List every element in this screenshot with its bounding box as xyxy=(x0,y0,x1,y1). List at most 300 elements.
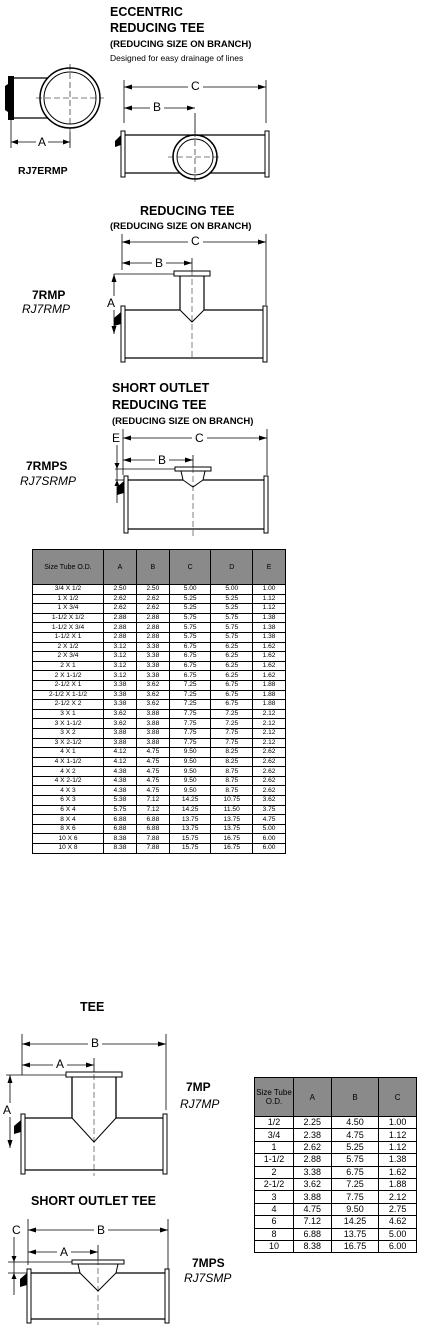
table-cell: 1.38 xyxy=(253,632,286,642)
table-row xyxy=(255,1203,417,1215)
table-row xyxy=(33,604,286,614)
table-header-row xyxy=(255,1078,417,1117)
table-cell: 5.25 xyxy=(331,1141,379,1153)
table-cell: 5.75 xyxy=(104,805,137,815)
table-cell: 2 X 1/2 xyxy=(33,642,104,652)
table-cell: 5.75 xyxy=(169,632,211,642)
table-cell: 8.25 xyxy=(211,757,253,767)
table-row xyxy=(33,748,286,758)
table-cell: 3.12 xyxy=(104,652,137,662)
table-cell: 6.00 xyxy=(253,844,286,854)
short-reducing-dimension-b-label: B xyxy=(155,453,169,467)
table-cell: 7.75 xyxy=(211,738,253,748)
header-b: B xyxy=(331,1078,379,1117)
table-cell: 4.75 xyxy=(136,786,169,796)
table-cell: 3.88 xyxy=(136,709,169,719)
table-cell: 5.75 xyxy=(211,613,253,623)
table-cell: 1.38 xyxy=(253,613,286,623)
table-cell: 4 X 1-1/2 xyxy=(33,757,104,767)
table-cell: 15.75 xyxy=(169,844,211,854)
table-cell: 1.62 xyxy=(253,642,286,652)
table-cell: 11.50 xyxy=(211,805,253,815)
table-cell: 4.75 xyxy=(253,815,286,825)
table-row xyxy=(33,632,286,642)
short-tee-dimension-c-label: C xyxy=(12,1223,21,1237)
tee-dimension-a-vertical-label: A xyxy=(3,1103,12,1117)
header-size: Size Tube O.D. xyxy=(255,1078,294,1117)
table-cell: 2.38 xyxy=(294,1129,332,1141)
table-cell: 7.75 xyxy=(169,709,211,719)
table-cell: 4.75 xyxy=(294,1203,332,1215)
table-cell: 3.62 xyxy=(136,680,169,690)
table-cell: 3.62 xyxy=(294,1178,332,1190)
table-cell: 7.75 xyxy=(169,738,211,748)
table-row xyxy=(33,594,286,604)
table-cell: 1.12 xyxy=(379,1141,417,1153)
table-cell: 10.75 xyxy=(211,796,253,806)
table-cell: 5.00 xyxy=(211,585,253,595)
reducing-dimension-c-label: C xyxy=(188,234,203,248)
table-cell: 3.75 xyxy=(253,805,286,815)
table-cell: 5.38 xyxy=(104,796,137,806)
reducing-title: REDUCING TEE xyxy=(140,204,235,218)
table-cell: 4.38 xyxy=(104,786,137,796)
table-cell: 2.62 xyxy=(253,786,286,796)
table-cell: 10 xyxy=(255,1240,294,1252)
short-tee-dimension-b-label: B xyxy=(94,1223,108,1237)
table-row xyxy=(33,709,286,719)
table-cell: 4 xyxy=(255,1203,294,1215)
table-row xyxy=(33,690,286,700)
table-cell: 3.38 xyxy=(104,680,137,690)
table-cell: 9.50 xyxy=(331,1203,379,1215)
table-cell: 3.12 xyxy=(104,671,137,681)
table-cell: 7.25 xyxy=(169,700,211,710)
table-cell: 3 xyxy=(255,1191,294,1203)
short-reducing-part-code: 7RMPS xyxy=(26,459,68,473)
short-reducing-dimension-c-label: C xyxy=(192,431,207,445)
header-c: C xyxy=(379,1078,417,1117)
table-cell: 14.25 xyxy=(331,1216,379,1228)
table-cell: 4 X 2-1/2 xyxy=(33,776,104,786)
table-cell: 5.00 xyxy=(253,824,286,834)
table-cell: 4.62 xyxy=(379,1216,417,1228)
table-cell: 16.75 xyxy=(211,844,253,854)
table-cell: 9.50 xyxy=(169,757,211,767)
table-cell: 4.75 xyxy=(136,776,169,786)
tee-dimensions-table xyxy=(254,1077,417,1253)
eccentric-side-view-drawing xyxy=(0,60,110,165)
table-cell: 1 X 1/2 xyxy=(33,594,104,604)
table-cell: 5.00 xyxy=(379,1228,417,1240)
header-d: D xyxy=(211,550,253,585)
table-cell: 7.25 xyxy=(331,1178,379,1190)
table-cell: 13.75 xyxy=(211,824,253,834)
table-row xyxy=(255,1191,417,1203)
tee-title: TEE xyxy=(80,1000,105,1014)
short-tee-drawing xyxy=(0,1215,185,1327)
table-cell: 5.25 xyxy=(169,594,211,604)
table-cell: 15.75 xyxy=(169,834,211,844)
table-cell: 7.12 xyxy=(136,796,169,806)
table-cell: 1.88 xyxy=(253,680,286,690)
tee-drawing xyxy=(0,1030,180,1180)
table-cell: 1.62 xyxy=(253,661,286,671)
table-cell: 13.75 xyxy=(331,1228,379,1240)
table-cell: 3.38 xyxy=(294,1166,332,1178)
table-row xyxy=(33,738,286,748)
table-cell: 1/2 xyxy=(255,1117,294,1129)
table-row xyxy=(33,652,286,662)
table-row xyxy=(33,719,286,729)
tee-dimension-b-label: B xyxy=(88,1036,102,1050)
table-cell: 2.25 xyxy=(294,1117,332,1129)
table-cell: 5.75 xyxy=(169,613,211,623)
table-cell: 9.50 xyxy=(169,776,211,786)
table-cell: 2.88 xyxy=(104,613,137,623)
table-cell: 14.25 xyxy=(169,796,211,806)
table-cell: 9.50 xyxy=(169,767,211,777)
table-cell: 6.88 xyxy=(136,815,169,825)
table-cell: 3/4 X 1/2 xyxy=(33,585,104,595)
table-cell: 3.38 xyxy=(136,671,169,681)
table-cell: 5.75 xyxy=(211,623,253,633)
short-reducing-title-line1: SHORT OUTLET xyxy=(112,381,210,395)
table-cell: 1.38 xyxy=(379,1154,417,1166)
table-cell: 6.75 xyxy=(169,661,211,671)
table-cell: 6.25 xyxy=(211,671,253,681)
table-cell: 6.88 xyxy=(294,1228,332,1240)
table-row xyxy=(255,1178,417,1190)
table-cell: 8.38 xyxy=(294,1240,332,1252)
header-a: A xyxy=(104,550,137,585)
table-cell: 10 X 6 xyxy=(33,834,104,844)
table-cell: 7.88 xyxy=(136,834,169,844)
table-cell: 3.38 xyxy=(104,700,137,710)
table-cell: 4 X 3 xyxy=(33,786,104,796)
table-row xyxy=(255,1166,417,1178)
table-cell: 2.88 xyxy=(136,623,169,633)
table-cell: 8.38 xyxy=(104,834,137,844)
table-cell: 6.75 xyxy=(211,700,253,710)
table-cell: 5.25 xyxy=(169,604,211,614)
table-row xyxy=(255,1154,417,1166)
table-cell: 2.50 xyxy=(136,585,169,595)
table-cell: 6 xyxy=(255,1216,294,1228)
table-cell: 10 X 8 xyxy=(33,844,104,854)
table-row xyxy=(33,642,286,652)
table-cell: 2 X 3/4 xyxy=(33,652,104,662)
reducing-part-code: 7RMP xyxy=(32,288,66,302)
table-cell: 7.12 xyxy=(294,1216,332,1228)
table-row xyxy=(33,680,286,690)
table-cell: 4 X 1 xyxy=(33,748,104,758)
table-cell: 4 X 2 xyxy=(33,767,104,777)
table-cell: 13.75 xyxy=(169,815,211,825)
table-cell: 3.38 xyxy=(136,642,169,652)
reducing-subtitle: (REDUCING SIZE ON BRANCH) xyxy=(110,221,252,232)
table-cell: 2.12 xyxy=(253,738,286,748)
table-cell: 2.62 xyxy=(253,767,286,777)
table-cell: 6.75 xyxy=(169,671,211,681)
table-row xyxy=(33,805,286,815)
header-size: Size Tube O.D. xyxy=(33,550,104,585)
table-row xyxy=(255,1228,417,1240)
table-cell: 2 xyxy=(255,1166,294,1178)
table-cell: 1.00 xyxy=(379,1117,417,1129)
table-cell: 3.88 xyxy=(136,719,169,729)
table-cell: 2.88 xyxy=(104,632,137,642)
short-tee-title: SHORT OUTLET TEE xyxy=(31,1194,156,1208)
short-tee-dimension-a-label: A xyxy=(57,1245,71,1259)
table-row xyxy=(33,757,286,767)
table-cell: 2-1/2 X 1-1/2 xyxy=(33,690,104,700)
table-cell: 7.88 xyxy=(136,844,169,854)
table-cell: 1.38 xyxy=(253,623,286,633)
table-row xyxy=(33,824,286,834)
table-cell: 2.50 xyxy=(104,585,137,595)
table-cell: 4.38 xyxy=(104,776,137,786)
table-cell: 2.62 xyxy=(253,757,286,767)
table-cell: 1.12 xyxy=(379,1129,417,1141)
table-row xyxy=(33,834,286,844)
table-row xyxy=(33,661,286,671)
table-cell: 2 X 1-1/2 xyxy=(33,671,104,681)
short-reducing-dimension-e-label: E xyxy=(112,431,121,445)
table-row xyxy=(255,1216,417,1228)
table-cell: 7.25 xyxy=(211,709,253,719)
table-cell: 3.88 xyxy=(136,738,169,748)
table-row xyxy=(255,1141,417,1153)
tee-part-alt-code: RJ7MP xyxy=(180,1097,220,1111)
table-cell: 6.75 xyxy=(331,1166,379,1178)
table-cell: 2.12 xyxy=(379,1191,417,1203)
table-cell: 2.88 xyxy=(136,632,169,642)
table-cell: 2.12 xyxy=(253,728,286,738)
table-cell: 8.25 xyxy=(211,748,253,758)
table-cell: 3.62 xyxy=(136,700,169,710)
table-cell: 3 X 2-1/2 xyxy=(33,738,104,748)
table-cell: 2.75 xyxy=(379,1203,417,1215)
eccentric-title-line1: ECCENTRIC xyxy=(110,5,183,19)
table-cell: 7.75 xyxy=(331,1191,379,1203)
table-row xyxy=(33,815,286,825)
table-cell: 2-1/2 xyxy=(255,1178,294,1190)
table-cell: 8 X 6 xyxy=(33,824,104,834)
table-cell: 3.38 xyxy=(136,661,169,671)
eccentric-note: Designed for easy drainage of lines xyxy=(110,53,244,63)
table-cell: 4.38 xyxy=(104,767,137,777)
table-row xyxy=(255,1117,417,1129)
table-row xyxy=(33,776,286,786)
table-row xyxy=(33,728,286,738)
table-cell: 7.25 xyxy=(211,719,253,729)
table-cell: 4.75 xyxy=(136,757,169,767)
tee-part-code: 7MP xyxy=(186,1080,211,1094)
eccentric-part-code: RJ7ERMP xyxy=(18,165,68,177)
table-cell: 2.62 xyxy=(136,604,169,614)
table-cell: 6.25 xyxy=(211,661,253,671)
table-cell: 1.88 xyxy=(253,690,286,700)
table-cell: 2.62 xyxy=(104,594,137,604)
table-cell: 8.75 xyxy=(211,776,253,786)
table-cell: 6.75 xyxy=(211,680,253,690)
table-cell: 4.75 xyxy=(136,748,169,758)
table-cell: 7.75 xyxy=(211,728,253,738)
table-row xyxy=(255,1129,417,1141)
table-cell: 6.75 xyxy=(169,642,211,652)
table-cell: 6.88 xyxy=(136,824,169,834)
table-row xyxy=(33,671,286,681)
header-c: C xyxy=(169,550,211,585)
table-cell: 6.88 xyxy=(104,824,137,834)
table-cell: 5.75 xyxy=(211,632,253,642)
table-cell: 3.62 xyxy=(253,796,286,806)
table-row xyxy=(33,613,286,623)
table-row xyxy=(33,796,286,806)
header-a: A xyxy=(294,1078,332,1117)
table-cell: 1 xyxy=(255,1141,294,1153)
table-row xyxy=(33,786,286,796)
table-cell: 1-1/2 xyxy=(255,1154,294,1166)
table-cell: 2.62 xyxy=(253,748,286,758)
table-cell: 1 X 3/4 xyxy=(33,604,104,614)
table-cell: 3.12 xyxy=(104,661,137,671)
table-cell: 3.62 xyxy=(104,709,137,719)
table-cell: 7.75 xyxy=(169,728,211,738)
table-cell: 9.50 xyxy=(169,748,211,758)
table-cell: 1.62 xyxy=(253,652,286,662)
table-cell: 3.88 xyxy=(104,738,137,748)
table-cell: 13.75 xyxy=(211,815,253,825)
table-cell: 8.75 xyxy=(211,767,253,777)
table-cell: 4.50 xyxy=(331,1117,379,1129)
table-cell: 2 X 1 xyxy=(33,661,104,671)
reducing-part-alt-code: RJ7RMP xyxy=(22,302,71,316)
table-cell: 3 X 1-1/2 xyxy=(33,719,104,729)
table-row xyxy=(255,1240,417,1252)
table-cell: 5.75 xyxy=(331,1154,379,1166)
table-cell: 1-1/2 X 1 xyxy=(33,632,104,642)
table-cell: 4.12 xyxy=(104,757,137,767)
eccentric-subtitle: (REDUCING SIZE ON BRANCH) xyxy=(110,39,252,50)
table-cell: 7.12 xyxy=(136,805,169,815)
table-cell: 1.62 xyxy=(253,671,286,681)
table-row xyxy=(33,623,286,633)
table-cell: 2-1/2 X 2 xyxy=(33,700,104,710)
table-cell: 5.00 xyxy=(169,585,211,595)
table-cell: 1.88 xyxy=(253,700,286,710)
table-cell: 4.12 xyxy=(104,748,137,758)
table-cell: 8 xyxy=(255,1228,294,1240)
table-cell: 3.62 xyxy=(104,719,137,729)
short-tee-part-code: 7MPS xyxy=(192,1256,225,1270)
reducing-dimension-a-label: A xyxy=(107,296,116,310)
reducing-dimension-b-label: B xyxy=(152,256,166,270)
table-cell: 3 X 2 xyxy=(33,728,104,738)
table-cell: 1-1/2 X 3/4 xyxy=(33,623,104,633)
table-cell: 2.62 xyxy=(136,594,169,604)
table-cell: 1.12 xyxy=(253,604,286,614)
table-cell: 6.75 xyxy=(211,690,253,700)
table-cell: 2.12 xyxy=(253,709,286,719)
table-cell: 3.88 xyxy=(104,728,137,738)
table-cell: 1.62 xyxy=(379,1166,417,1178)
table-cell: 3.38 xyxy=(104,690,137,700)
table-cell: 2.62 xyxy=(294,1141,332,1153)
table-cell: 14.25 xyxy=(169,805,211,815)
header-e: E xyxy=(253,550,286,585)
table-cell: 2.88 xyxy=(104,623,137,633)
table-cell: 5.25 xyxy=(211,594,253,604)
short-reducing-title-line2: REDUCING TEE xyxy=(112,398,207,412)
table-cell: 4.75 xyxy=(331,1129,379,1141)
table-cell: 6.25 xyxy=(211,652,253,662)
table-cell: 1.88 xyxy=(379,1178,417,1190)
table-header-row xyxy=(33,550,286,585)
short-reducing-part-alt-code: RJ7SRMP xyxy=(20,474,77,488)
table-cell: 5.25 xyxy=(211,604,253,614)
table-cell: 1.00 xyxy=(253,585,286,595)
header-b: B xyxy=(136,550,169,585)
table-cell: 2.62 xyxy=(253,776,286,786)
table-cell: 6.75 xyxy=(169,652,211,662)
table-cell: 3.12 xyxy=(104,642,137,652)
reducing-dimensions-table xyxy=(32,549,286,854)
table-cell: 3.88 xyxy=(294,1191,332,1203)
table-cell: 6.00 xyxy=(253,834,286,844)
short-reducing-subtitle: (REDUCING SIZE ON BRANCH) xyxy=(112,416,254,427)
reducing-tee-drawing xyxy=(100,230,280,370)
table-cell: 5.75 xyxy=(169,623,211,633)
table-row xyxy=(33,585,286,595)
table-cell: 2.88 xyxy=(136,613,169,623)
table-cell: 7.75 xyxy=(169,719,211,729)
table-cell: 8.38 xyxy=(104,844,137,854)
table-cell: 3 X 1 xyxy=(33,709,104,719)
eccentric-dimension-a-label: A xyxy=(38,135,47,149)
short-tee-part-alt-code: RJ7SMP xyxy=(184,1271,232,1285)
table-cell: 13.75 xyxy=(169,824,211,834)
table-cell: 1-1/2 X 1/2 xyxy=(33,613,104,623)
tee-dimension-a-label: A xyxy=(53,1057,67,1071)
eccentric-dimension-c-label: C xyxy=(188,79,203,93)
table-cell: 3.38 xyxy=(136,652,169,662)
table-row xyxy=(33,767,286,777)
table-cell: 3.62 xyxy=(136,690,169,700)
table-cell: 8 X 4 xyxy=(33,815,104,825)
table-cell: 4.75 xyxy=(136,767,169,777)
table-cell: 6 X 4 xyxy=(33,805,104,815)
table-cell: 6.00 xyxy=(379,1240,417,1252)
table-cell: 1.12 xyxy=(253,594,286,604)
table-cell: 3.88 xyxy=(136,728,169,738)
table-cell: 2.88 xyxy=(294,1154,332,1166)
table-cell: 2-1/2 X 1 xyxy=(33,680,104,690)
table-row xyxy=(33,844,286,854)
table-cell: 16.75 xyxy=(331,1240,379,1252)
table-cell: 7.25 xyxy=(169,690,211,700)
table-cell: 6 X 3 xyxy=(33,796,104,806)
table-cell: 3/4 xyxy=(255,1129,294,1141)
table-row xyxy=(33,700,286,710)
table-cell: 9.50 xyxy=(169,786,211,796)
table-cell: 6.25 xyxy=(211,642,253,652)
eccentric-dimension-b-label: B xyxy=(150,100,164,114)
table-cell: 6.88 xyxy=(104,815,137,825)
table-cell: 7.25 xyxy=(169,680,211,690)
table-cell: 2.12 xyxy=(253,719,286,729)
